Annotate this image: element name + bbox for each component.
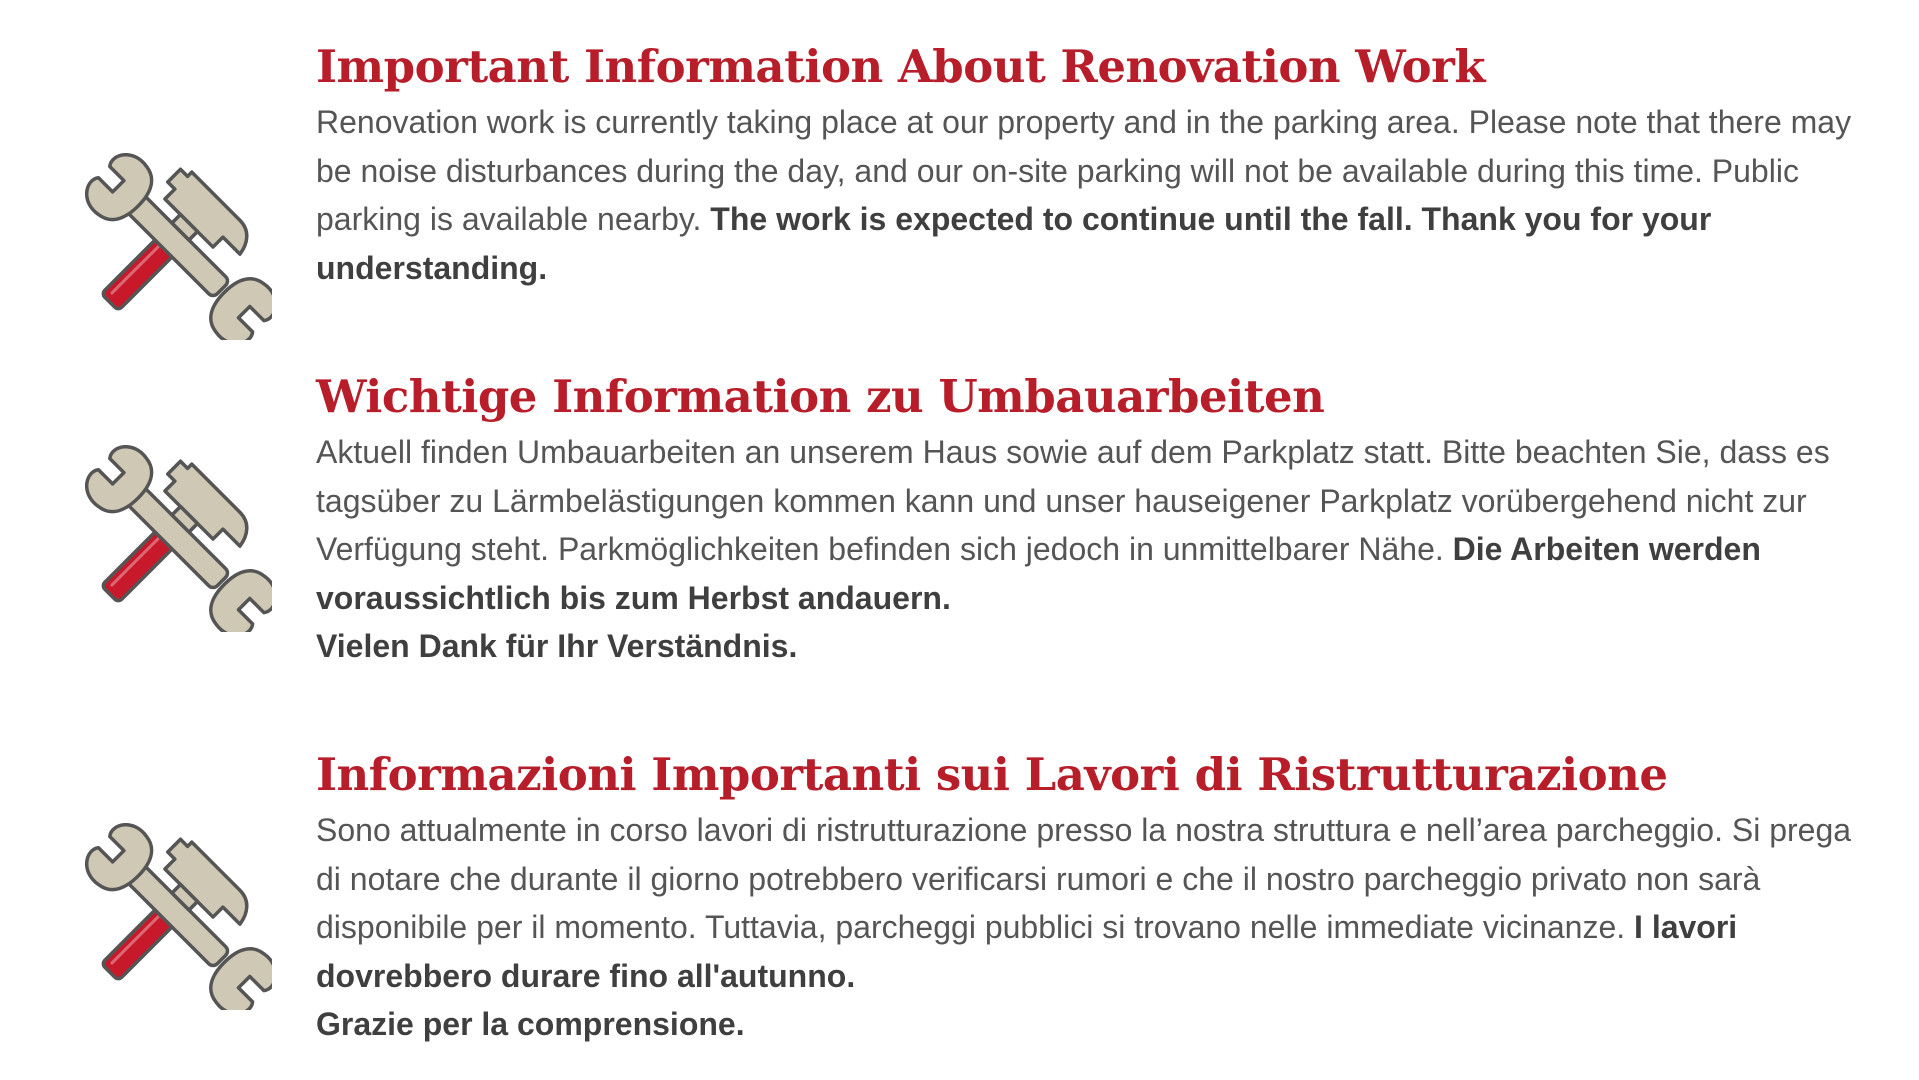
notice-text: Aktuell finden Umbauarbeiten an unserem Haus sowie auf dem Parkplatz statt. Bitte beachten Sie, dass es tagsüber zu Lärmbelästigungen kommen kann und unser hauseigener Parkplatz vorübergehend nicht zur Verfügung steht. Parkmöglichkeiten befinden sich jedoch in unmittelbarer Nähe.	[316, 434, 1830, 567]
notice-thanks-text: Vielen Dank für Ihr Verständnis.	[316, 628, 798, 664]
notice-body	[316, 428, 1876, 671]
notice-thanks-text: Grazie per la comprensione.	[316, 1006, 745, 1042]
notice-title: Important Information About Renovation Work	[316, 40, 1486, 93]
notice-bold-text: The work is expected to continue until the fall. Thank you for your understanding.	[316, 201, 1712, 286]
notice-bold-text: I lavori dovrebbero durare fino all'autunno.	[316, 909, 1738, 994]
hammer-wrench-icon	[72, 140, 272, 340]
notice-body	[316, 98, 1876, 292]
notice-text: Sono attualmente in corso lavori di ristrutturazione presso la nostra struttura e nell’area parcheggio. Si prega di notare che durante il giorno potrebbero verificarsi rumori e che il nostro parcheggio privato non sarà disponibile per il momento. Tuttavia, parcheggi pubblici si trovano nelle immediate vicinanze.	[316, 812, 1852, 945]
notice-content	[316, 370, 1876, 671]
notice-content	[316, 748, 1876, 1049]
notice-bold-text: Die Arbeiten werden voraussichtlich bis zum Herbst andauern.	[316, 531, 1761, 616]
notice-text: Renovation work is currently taking place at our property and in the parking area. Please note that there may be noise disturbances during the day, and our on-site parking will not be available during this time. Public parking is available nearby.	[316, 104, 1852, 237]
notice-title: Informazioni Importanti sui Lavori di Ristrutturazione	[316, 748, 1668, 801]
hammer-wrench-icon	[72, 810, 272, 1010]
notice-content	[316, 40, 1876, 292]
notice-body	[316, 806, 1876, 1049]
notice-title: Wichtige Information zu Umbauarbeiten	[316, 370, 1325, 423]
hammer-wrench-icon	[72, 432, 272, 632]
